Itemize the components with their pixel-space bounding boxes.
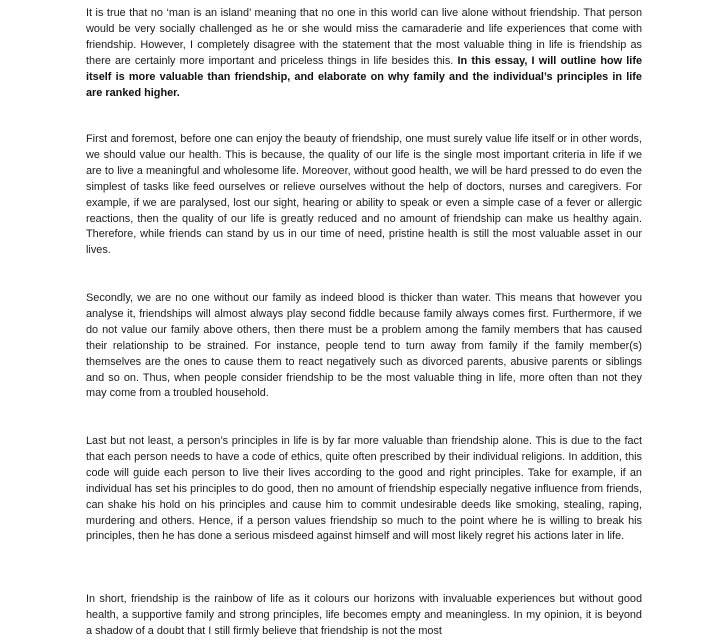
intro-text: It is true that no ‘man is an island’ meaning that no one in this world can live alone without friendship. That person would be very socially challenged as he or she would miss the camaraderie and life experiences that come with friendship. However, I completely disagree with the statement that the most valuable thing in life is friendship as there are certainly more important and priceless things in life besides this. [86,7,642,67]
conclusion-paragraph: In short, friendship is the rainbow of life as it colours our horizons with invaluable experiences but without good health, a supportive family and strong principles, life becomes empty and meaningless. In my opinion, it is beyond a shadow of a doubt that I still firmly believe that friendship is not the most [86,593,642,637]
body-paragraph-principles: Last but not least, a person’s principles in life is by far more valuable than friendship alone. This is due to the fact that each person needs to have a code of ethics, quite often prescribed by their individual religions. In addition, this code will guide each person to live their lives according to the good and right principles. Take for example, if an individual has set his principles to do good, then no amount of friendship especially negative influence from friends, can shake his hold on his principles and cause him to commit undesirable deeds like smoking, stealing, raping, murdering and others. Hence, if a person values friendship so much to the point where he is willing to break his principles, then he has done a serious misdeed against himself and will most likely regret his actions later in life. [86,435,642,543]
intro-paragraph [86,6,642,101]
body-paragraph-family: Secondly, we are no one without our family as indeed blood is thicker than water. This means that however you analyse it, friendships will almost always play second fiddle because family always comes first. Furthermore, if we do not value our family above others, then there must be a problem among the family members that has caused their relationship to be strained. For instance, people tend to turn away from family if the family member(s) themselves are the ones to cause them to react negatively such as divorced parents, abusive parents or siblings and so on. Thus, when people consider friendship to be the most valuable thing in life, more often than not they may come from a troubled household. [86,292,642,400]
thesis-statement: In this essay, I will outline how life itself is more valuable than friendship, and elaborate on why family and the individual’s principles in life are ranked higher. [86,54,643,99]
body-paragraph-health: First and foremost, before one can enjoy the beauty of friendship, one must surely value life itself or in other words, we should value our health. This is because, the quality of our life is the single most important criteria in life if we are to live a meaningful and wholesome life. Moreover, without good health, we will be hard pressed to do even the simplest of tasks like feed ourselves or relieve ourselves without the help of doctors, nurses and caregivers. For example, if we are paralysed, lost our sight, hearing or ability to speak or even a simple case of a fever or allergic reactions, then the quality of our life is greatly reduced and no amount of friendship can make us healthy again. Therefore, while friends can stand by us in our time of need, pristine health is still the most valuable asset in our lives. [86,133,642,257]
